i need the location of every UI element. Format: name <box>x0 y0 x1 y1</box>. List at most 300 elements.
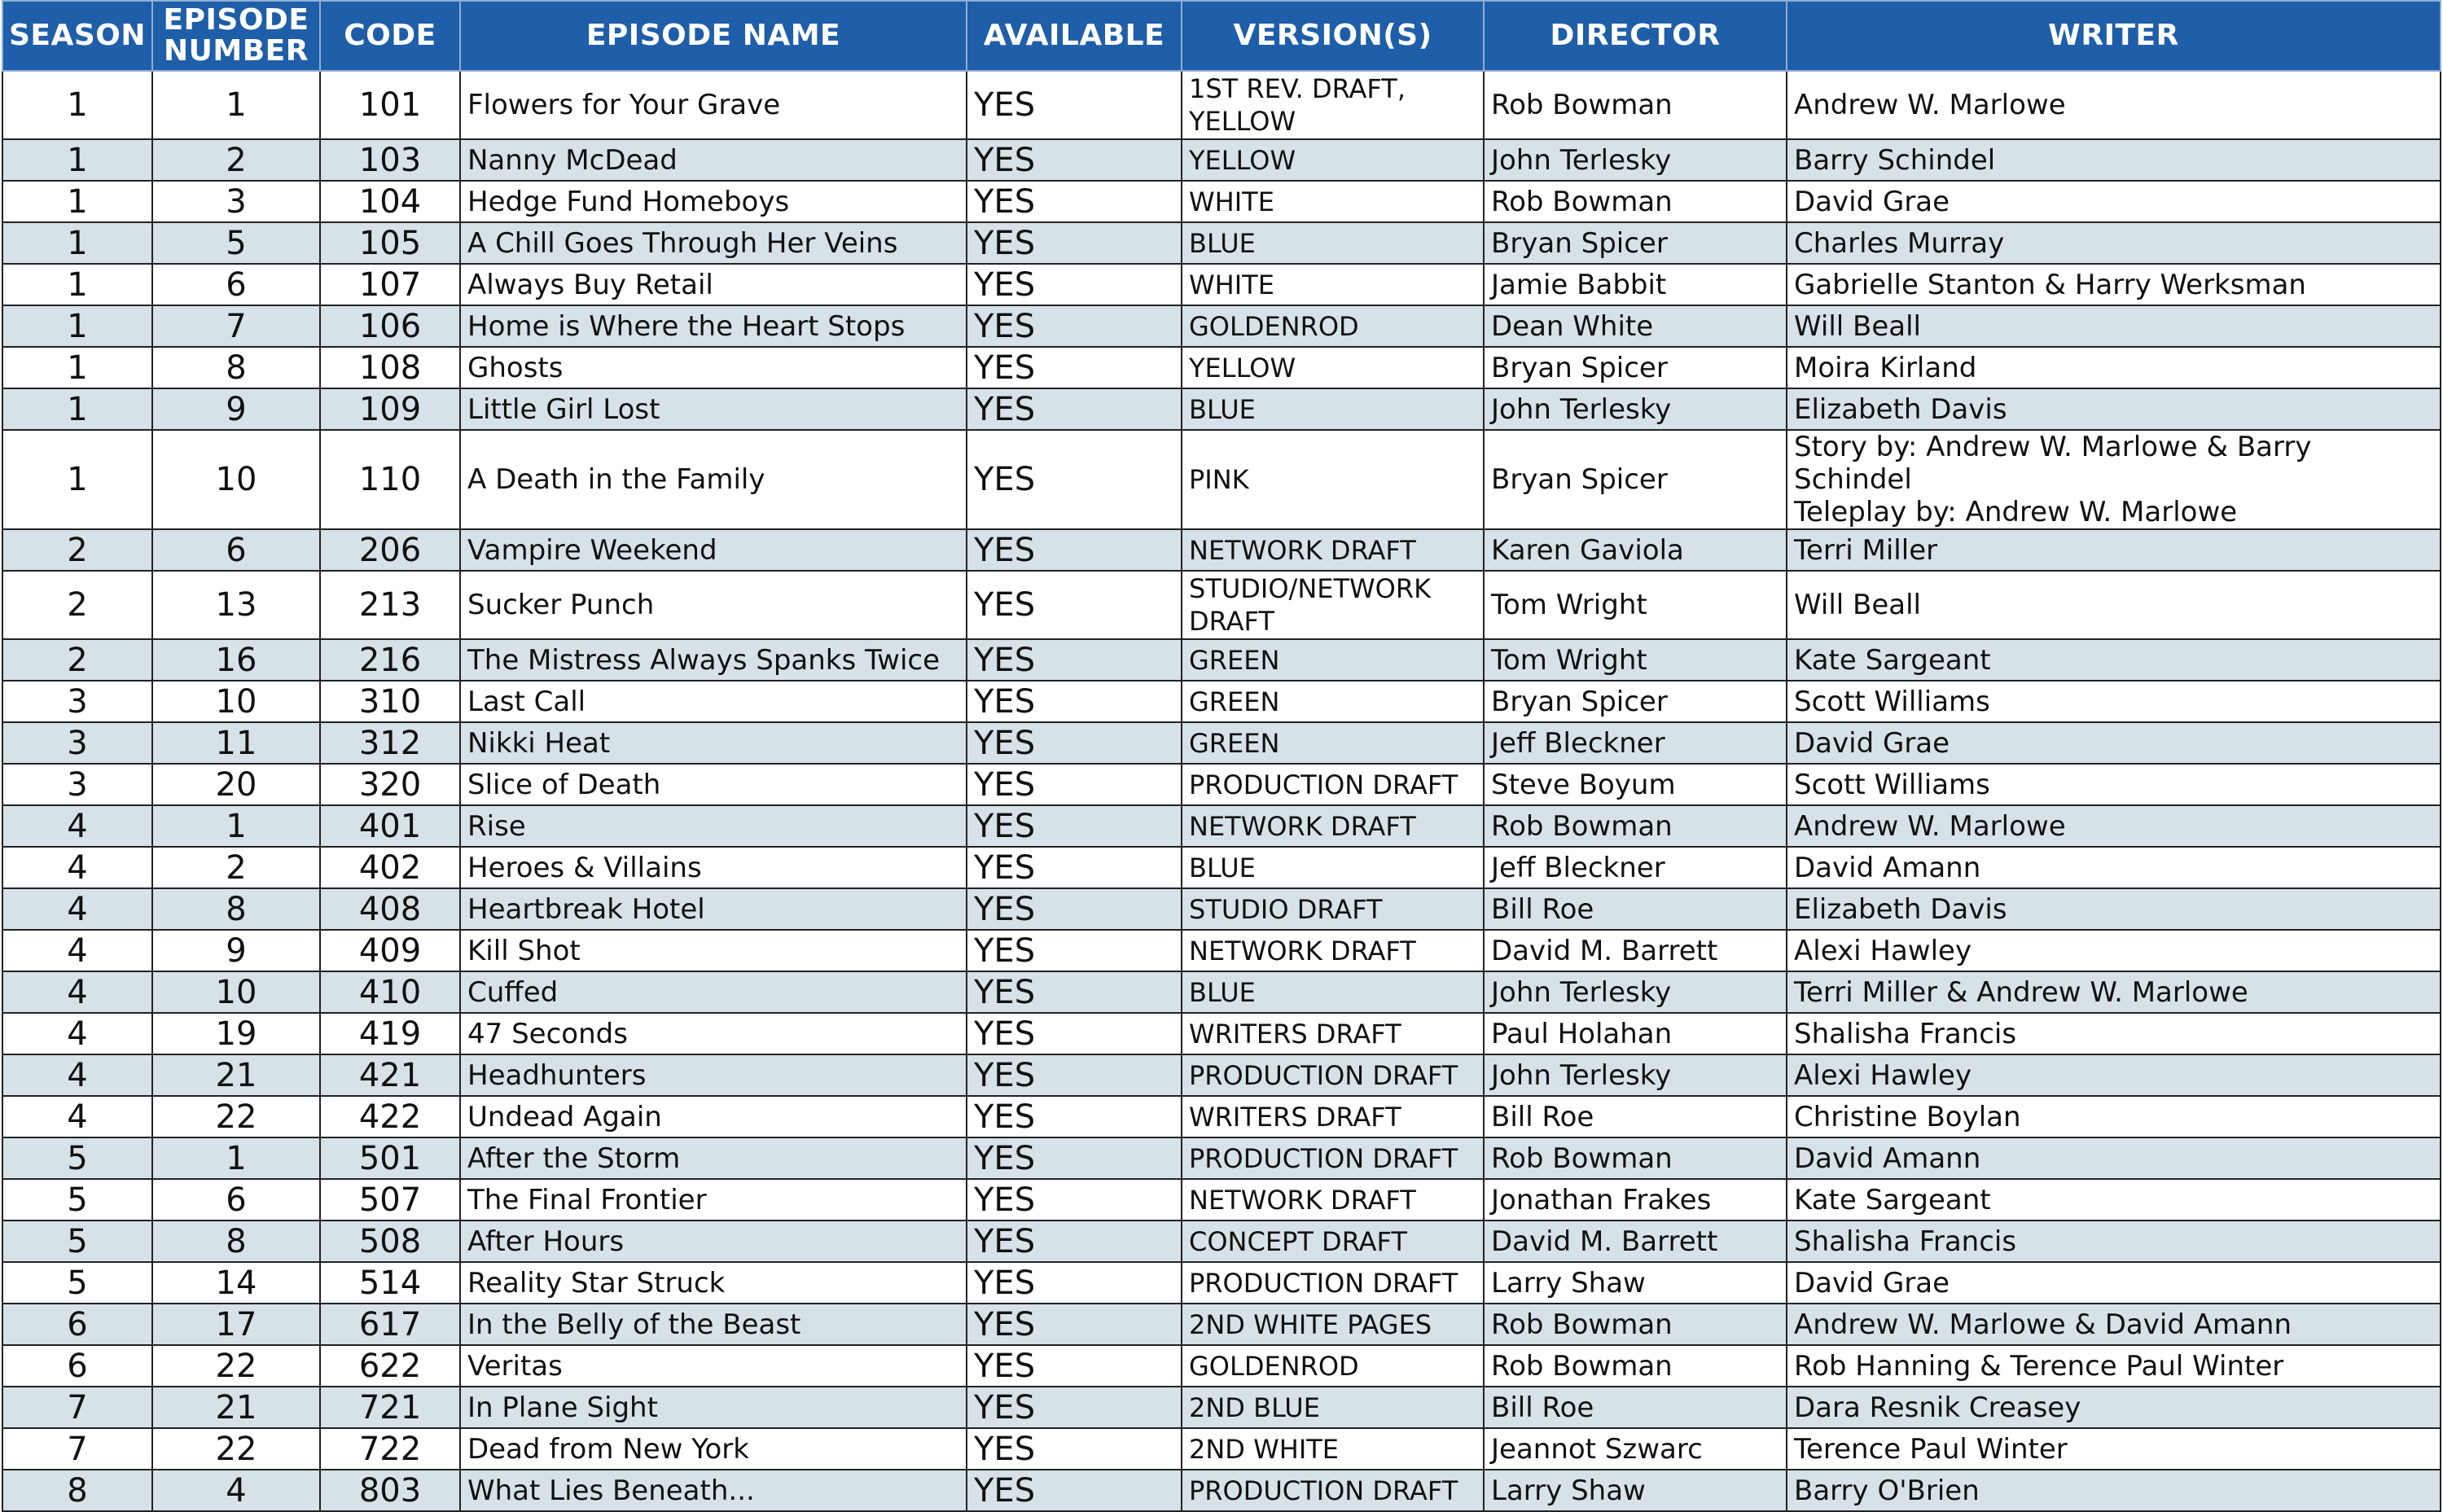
writer-cell[interactable] <box>1787 805 2441 847</box>
episode-number-cell[interactable]: 20 <box>152 764 320 805</box>
table-row[interactable] <box>2 529 2441 571</box>
season-cell[interactable]: 1 <box>2 347 152 388</box>
episode-number-cell[interactable]: 10 <box>152 681 320 722</box>
episode-number-cell[interactable]: 8 <box>152 1221 320 1262</box>
season-cell[interactable]: 7 <box>2 1428 152 1470</box>
episode-number-cell[interactable]: 3 <box>152 181 320 222</box>
season-cell[interactable]: 1 <box>2 181 152 222</box>
episode-name-cell[interactable]: A Death in the Family <box>460 430 967 529</box>
episode-name-cell[interactable]: After the Storm <box>460 1137 967 1179</box>
writer-cell[interactable] <box>1787 347 2441 388</box>
code-cell[interactable]: 107 <box>320 264 460 305</box>
episode-number-cell[interactable]: 4 <box>152 1470 320 1511</box>
table-row[interactable] <box>2 847 2441 888</box>
director-cell[interactable]: Larry Shaw <box>1484 1262 1787 1304</box>
code-cell[interactable]: 409 <box>320 930 460 971</box>
director-cell[interactable]: Jamie Babbit <box>1484 264 1787 305</box>
season-cell[interactable]: 1 <box>2 388 152 430</box>
code-cell[interactable]: 507 <box>320 1179 460 1221</box>
writer-cell[interactable] <box>1787 1470 2441 1511</box>
episode-name-cell[interactable]: Heartbreak Hotel <box>460 888 967 930</box>
episode-number-cell[interactable]: 6 <box>152 264 320 305</box>
table-row[interactable] <box>2 1304 2441 1345</box>
code-cell[interactable]: 320 <box>320 764 460 805</box>
available-cell[interactable]: YES <box>967 1428 1182 1470</box>
available-cell[interactable]: YES <box>967 1470 1182 1511</box>
table-row[interactable] <box>2 1262 2441 1304</box>
episode-name-cell[interactable]: Sucker Punch <box>460 571 967 639</box>
episode-number-cell[interactable]: 1 <box>152 805 320 847</box>
available-cell[interactable]: YES <box>967 971 1182 1013</box>
season-cell[interactable]: 3 <box>2 764 152 805</box>
director-cell[interactable]: Jeannot Szwarc <box>1484 1428 1787 1470</box>
writer-cell[interactable] <box>1787 1179 2441 1221</box>
season-cell[interactable]: 5 <box>2 1262 152 1304</box>
available-cell[interactable]: YES <box>967 639 1182 681</box>
writer-cell[interactable] <box>1787 305 2441 347</box>
episode-number-cell[interactable]: 10 <box>152 971 320 1013</box>
episode-name-cell[interactable]: In Plane Sight <box>460 1387 967 1428</box>
table-row[interactable] <box>2 1096 2441 1137</box>
code-cell[interactable]: 721 <box>320 1387 460 1428</box>
available-cell[interactable]: YES <box>967 1345 1182 1387</box>
writer-cell[interactable] <box>1787 1054 2441 1096</box>
version-cell[interactable] <box>1182 1096 1484 1137</box>
episode-name-cell[interactable]: The Mistress Always Spanks Twice <box>460 639 967 681</box>
table-row[interactable] <box>2 1137 2441 1179</box>
writer-cell-line: Shalisha Francis <box>1794 1225 2017 1258</box>
episode-name-cell[interactable]: Vampire Weekend <box>460 529 967 571</box>
episode-number-cell[interactable]: 6 <box>152 529 320 571</box>
episode-number-cell[interactable]: 1 <box>152 71 320 139</box>
episode-number-cell[interactable]: 2 <box>152 139 320 181</box>
director-cell[interactable]: Jeff Bleckner <box>1484 722 1787 764</box>
available-cell[interactable]: YES <box>967 1054 1182 1096</box>
episode-name-cell[interactable]: The Final Frontier <box>460 1179 967 1221</box>
available-cell[interactable]: YES <box>967 1304 1182 1345</box>
table-row[interactable] <box>2 930 2441 971</box>
version-cell[interactable] <box>1182 139 1484 181</box>
code-cell[interactable]: 216 <box>320 639 460 681</box>
version-cell[interactable] <box>1182 1470 1484 1511</box>
version-cell[interactable] <box>1182 264 1484 305</box>
table-row[interactable] <box>2 1013 2441 1054</box>
episode-name-cell[interactable]: Headhunters <box>460 1054 967 1096</box>
writer-cell[interactable] <box>1787 430 2441 529</box>
director-cell[interactable]: John Terlesky <box>1484 1054 1787 1096</box>
writer-cell[interactable] <box>1787 1221 2441 1262</box>
writer-cell[interactable] <box>1787 1013 2441 1054</box>
director-cell[interactable]: Larry Shaw <box>1484 1470 1787 1511</box>
writer-cell[interactable] <box>1787 764 2441 805</box>
director-cell[interactable]: Bryan Spicer <box>1484 430 1787 529</box>
director-cell[interactable]: Bryan Spicer <box>1484 222 1787 264</box>
episode-number-cell[interactable]: 8 <box>152 888 320 930</box>
version-cell[interactable] <box>1182 1179 1484 1221</box>
writer-cell[interactable] <box>1787 571 2441 639</box>
episode-name-cell[interactable]: Kill Shot <box>460 930 967 971</box>
season-cell[interactable]: 5 <box>2 1137 152 1179</box>
season-cell[interactable]: 5 <box>2 1221 152 1262</box>
version-cell[interactable] <box>1182 181 1484 222</box>
table-row[interactable] <box>2 722 2441 764</box>
code-cell[interactable]: 501 <box>320 1137 460 1179</box>
episode-name-cell[interactable]: Ghosts <box>460 347 967 388</box>
code-cell[interactable]: 408 <box>320 888 460 930</box>
version-cell[interactable] <box>1182 764 1484 805</box>
table-row[interactable] <box>2 1387 2441 1428</box>
code-cell[interactable]: 622 <box>320 1345 460 1387</box>
version-cell[interactable] <box>1182 1054 1484 1096</box>
version-cell[interactable] <box>1182 1387 1484 1428</box>
episode-name-cell[interactable]: What Lies Beneath... <box>460 1470 967 1511</box>
episode-number-cell[interactable]: 22 <box>152 1428 320 1470</box>
episode-number-cell[interactable]: 22 <box>152 1096 320 1137</box>
episode-name-cell[interactable]: In the Belly of the Beast <box>460 1304 967 1345</box>
code-cell[interactable]: 103 <box>320 139 460 181</box>
episode-number-cell[interactable]: 11 <box>152 722 320 764</box>
season-cell[interactable]: 4 <box>2 1096 152 1137</box>
code-cell[interactable]: 109 <box>320 388 460 430</box>
season-cell[interactable]: 2 <box>2 571 152 639</box>
table-row[interactable] <box>2 71 2441 139</box>
season-cell[interactable]: 1 <box>2 222 152 264</box>
table-row[interactable] <box>2 764 2441 805</box>
episode-number-cell[interactable]: 17 <box>152 1304 320 1345</box>
available-cell[interactable]: YES <box>967 722 1182 764</box>
director-cell[interactable]: Bryan Spicer <box>1484 347 1787 388</box>
episode-number-cell[interactable]: 21 <box>152 1387 320 1428</box>
writer-cell[interactable] <box>1787 1304 2441 1345</box>
table-row[interactable] <box>2 571 2441 639</box>
director-cell[interactable]: Paul Holahan <box>1484 1013 1787 1054</box>
director-cell[interactable]: Bill Roe <box>1484 888 1787 930</box>
director-cell[interactable]: Rob Bowman <box>1484 71 1787 139</box>
writer-cell-line: David Amann <box>1794 851 1981 884</box>
director-cell[interactable]: Rob Bowman <box>1484 1137 1787 1179</box>
version-cell[interactable] <box>1182 681 1484 722</box>
director-cell[interactable]: Tom Wright <box>1484 571 1787 639</box>
available-cell[interactable]: YES <box>967 888 1182 930</box>
writer-cell[interactable] <box>1787 930 2441 971</box>
table-row[interactable] <box>2 347 2441 388</box>
writer-cell[interactable] <box>1787 139 2441 181</box>
version-cell[interactable] <box>1182 71 1484 139</box>
episode-number-cell[interactable]: 2 <box>152 847 320 888</box>
episode-number-cell[interactable]: 5 <box>152 222 320 264</box>
season-cell[interactable]: 4 <box>2 847 152 888</box>
director-cell[interactable]: John Terlesky <box>1484 388 1787 430</box>
episode-number-cell[interactable]: 10 <box>152 430 320 529</box>
available-cell[interactable]: YES <box>967 347 1182 388</box>
version-cell[interactable] <box>1182 388 1484 430</box>
season-cell[interactable]: 1 <box>2 264 152 305</box>
writer-cell[interactable] <box>1787 181 2441 222</box>
episode-number-cell[interactable]: 1 <box>152 1137 320 1179</box>
director-cell[interactable]: Rob Bowman <box>1484 1304 1787 1345</box>
director-cell[interactable]: Tom Wright <box>1484 639 1787 681</box>
version-cell[interactable] <box>1182 1013 1484 1054</box>
writer-cell-line: Gabrielle Stanton & Harry Werksman <box>1794 268 2306 301</box>
available-cell[interactable]: YES <box>967 264 1182 305</box>
version-cell[interactable] <box>1182 347 1484 388</box>
table-row[interactable] <box>2 139 2441 181</box>
season-cell[interactable]: 7 <box>2 1387 152 1428</box>
table-row[interactable] <box>2 430 2441 529</box>
available-cell[interactable]: YES <box>967 305 1182 347</box>
episode-number-cell[interactable]: 16 <box>152 639 320 681</box>
header-code[interactable]: CODE <box>320 1 460 71</box>
table-row[interactable] <box>2 1179 2441 1221</box>
director-cell[interactable]: Rob Bowman <box>1484 181 1787 222</box>
episode-name-cell[interactable]: Flowers for Your Grave <box>460 71 967 139</box>
season-cell[interactable]: 8 <box>2 1470 152 1511</box>
code-cell[interactable]: 105 <box>320 222 460 264</box>
season-cell[interactable]: 1 <box>2 139 152 181</box>
header-season[interactable]: SEASON <box>2 1 152 71</box>
episode-name-cell[interactable]: Reality Star Struck <box>460 1262 967 1304</box>
code-cell[interactable]: 419 <box>320 1013 460 1054</box>
season-cell[interactable]: 3 <box>2 681 152 722</box>
version-cell[interactable] <box>1182 805 1484 847</box>
code-cell[interactable]: 106 <box>320 305 460 347</box>
available-cell[interactable]: YES <box>967 388 1182 430</box>
writer-cell[interactable] <box>1787 1137 2441 1179</box>
writer-cell[interactable] <box>1787 264 2441 305</box>
writer-cell[interactable] <box>1787 529 2441 571</box>
director-cell[interactable]: Dean White <box>1484 305 1787 347</box>
code-cell[interactable]: 401 <box>320 805 460 847</box>
writer-cell[interactable] <box>1787 971 2441 1013</box>
episode-name-cell[interactable]: 47 Seconds <box>460 1013 967 1054</box>
episode-name-cell[interactable]: Veritas <box>460 1345 967 1387</box>
season-cell[interactable]: 2 <box>2 639 152 681</box>
table-row[interactable] <box>2 888 2441 930</box>
version-cell[interactable] <box>1182 847 1484 888</box>
director-cell[interactable]: Jonathan Frakes <box>1484 1179 1787 1221</box>
episode-number-cell[interactable]: 9 <box>152 930 320 971</box>
available-cell[interactable]: YES <box>967 222 1182 264</box>
director-cell[interactable]: John Terlesky <box>1484 139 1787 181</box>
table-row[interactable] <box>2 388 2441 430</box>
code-cell[interactable]: 421 <box>320 1054 460 1096</box>
episode-number-cell[interactable]: 13 <box>152 571 320 639</box>
director-cell[interactable]: Rob Bowman <box>1484 805 1787 847</box>
director-cell[interactable]: Jeff Bleckner <box>1484 847 1787 888</box>
episode-number-cell[interactable]: 9 <box>152 388 320 430</box>
code-cell[interactable]: 617 <box>320 1304 460 1345</box>
season-cell[interactable]: 6 <box>2 1345 152 1387</box>
available-cell[interactable]: YES <box>967 1262 1182 1304</box>
episode-name-cell[interactable]: Rise <box>460 805 967 847</box>
code-cell[interactable]: 410 <box>320 971 460 1013</box>
writer-cell[interactable] <box>1787 222 2441 264</box>
episode-name-cell[interactable]: Always Buy Retail <box>460 264 967 305</box>
episode-name-cell[interactable]: Last Call <box>460 681 967 722</box>
available-cell[interactable]: YES <box>967 1179 1182 1221</box>
code-cell[interactable]: 514 <box>320 1262 460 1304</box>
episode-name-cell[interactable]: Undead Again <box>460 1096 967 1137</box>
season-cell[interactable]: 4 <box>2 888 152 930</box>
writer-cell[interactable] <box>1787 1387 2441 1428</box>
available-cell[interactable]: YES <box>967 571 1182 639</box>
header-available[interactable]: AVAILABLE <box>967 1 1182 71</box>
available-cell[interactable]: YES <box>967 805 1182 847</box>
version-cell[interactable] <box>1182 529 1484 571</box>
available-cell[interactable]: YES <box>967 1387 1182 1428</box>
code-cell[interactable]: 101 <box>320 71 460 139</box>
episode-name-cell[interactable]: Cuffed <box>460 971 967 1013</box>
available-cell[interactable]: YES <box>967 930 1182 971</box>
table-row[interactable] <box>2 1221 2441 1262</box>
available-cell[interactable]: YES <box>967 1221 1182 1262</box>
episode-name-cell[interactable]: Slice of Death <box>460 764 967 805</box>
director-cell[interactable]: Bill Roe <box>1484 1387 1787 1428</box>
episode-name-cell[interactable]: Heroes & Villains <box>460 847 967 888</box>
season-cell[interactable]: 1 <box>2 305 152 347</box>
director-cell[interactable]: Rob Bowman <box>1484 1345 1787 1387</box>
season-cell[interactable]: 5 <box>2 1179 152 1221</box>
writer-cell[interactable] <box>1787 639 2441 681</box>
version-cell[interactable] <box>1182 430 1484 529</box>
available-cell[interactable]: YES <box>967 1096 1182 1137</box>
season-cell[interactable]: 6 <box>2 1304 152 1345</box>
code-cell[interactable]: 108 <box>320 347 460 388</box>
table-row[interactable] <box>2 1054 2441 1096</box>
code-cell[interactable]: 206 <box>320 529 460 571</box>
writer-cell[interactable] <box>1787 1262 2441 1304</box>
version-cell[interactable] <box>1182 722 1484 764</box>
code-cell[interactable]: 213 <box>320 571 460 639</box>
episode-number-cell[interactable]: 8 <box>152 347 320 388</box>
table-row[interactable] <box>2 805 2441 847</box>
version-cell[interactable] <box>1182 1428 1484 1470</box>
episode-name-cell[interactable]: After Hours <box>460 1221 967 1262</box>
writer-cell[interactable] <box>1787 388 2441 430</box>
code-cell[interactable]: 104 <box>320 181 460 222</box>
table-row[interactable] <box>2 264 2441 305</box>
episode-name-cell[interactable]: Home is Where the Heart Stops <box>460 305 967 347</box>
version-cell[interactable] <box>1182 1304 1484 1345</box>
code-cell[interactable]: 310 <box>320 681 460 722</box>
director-cell[interactable]: David M. Barrett <box>1484 1221 1787 1262</box>
available-cell[interactable]: YES <box>967 529 1182 571</box>
season-cell[interactable]: 1 <box>2 71 152 139</box>
director-cell[interactable]: John Terlesky <box>1484 971 1787 1013</box>
episode-name-cell[interactable]: Dead from New York <box>460 1428 967 1470</box>
code-cell[interactable]: 722 <box>320 1428 460 1470</box>
writer-cell[interactable] <box>1787 722 2441 764</box>
available-cell[interactable]: YES <box>967 764 1182 805</box>
table-row[interactable] <box>2 681 2441 722</box>
version-cell[interactable] <box>1182 1137 1484 1179</box>
version-cell[interactable] <box>1182 222 1484 264</box>
table-row[interactable] <box>2 181 2441 222</box>
version-cell[interactable] <box>1182 1262 1484 1304</box>
writer-cell[interactable] <box>1787 1096 2441 1137</box>
director-cell[interactable]: Karen Gaviola <box>1484 529 1787 571</box>
code-cell[interactable]: 312 <box>320 722 460 764</box>
version-cell[interactable] <box>1182 1345 1484 1387</box>
episode-name-cell[interactable]: Hedge Fund Homeboys <box>460 181 967 222</box>
episode-name-cell[interactable]: A Chill Goes Through Her Veins <box>460 222 967 264</box>
season-cell[interactable]: 4 <box>2 1054 152 1096</box>
version-cell-line: WRITERS DRAFT <box>1189 1101 1401 1133</box>
available-cell[interactable]: YES <box>967 139 1182 181</box>
writer-cell[interactable] <box>1787 847 2441 888</box>
header-writer[interactable]: WRITER <box>1787 1 2441 71</box>
episode-number-cell[interactable]: 19 <box>152 1013 320 1054</box>
episode-number-cell[interactable]: 14 <box>152 1262 320 1304</box>
available-cell[interactable]: YES <box>967 1013 1182 1054</box>
season-cell[interactable]: 3 <box>2 722 152 764</box>
director-cell[interactable]: Bill Roe <box>1484 1096 1787 1137</box>
available-cell[interactable]: YES <box>967 181 1182 222</box>
season-cell[interactable]: 4 <box>2 1013 152 1054</box>
version-cell[interactable] <box>1182 971 1484 1013</box>
writer-cell[interactable] <box>1787 1428 2441 1470</box>
writer-cell[interactable] <box>1787 71 2441 139</box>
table-row[interactable] <box>2 971 2441 1013</box>
writer-cell[interactable] <box>1787 681 2441 722</box>
available-cell[interactable]: YES <box>967 71 1182 139</box>
version-cell[interactable] <box>1182 888 1484 930</box>
table-row[interactable] <box>2 305 2441 347</box>
episode-number-cell[interactable]: 22 <box>152 1345 320 1387</box>
writer-cell[interactable] <box>1787 1345 2441 1387</box>
version-cell[interactable] <box>1182 639 1484 681</box>
available-cell[interactable]: YES <box>967 681 1182 722</box>
available-cell[interactable]: YES <box>967 1137 1182 1179</box>
code-cell[interactable]: 402 <box>320 847 460 888</box>
version-cell[interactable] <box>1182 571 1484 639</box>
header-versions[interactable]: VERSION(S) <box>1182 1 1484 71</box>
season-cell[interactable]: 1 <box>2 430 152 529</box>
code-cell[interactable]: 508 <box>320 1221 460 1262</box>
season-cell[interactable]: 2 <box>2 529 152 571</box>
episode-number-cell[interactable]: 6 <box>152 1179 320 1221</box>
available-cell[interactable]: YES <box>967 847 1182 888</box>
header-episode-number[interactable] <box>152 1 320 71</box>
episode-name-cell[interactable]: Nanny McDead <box>460 139 967 181</box>
version-cell[interactable] <box>1182 305 1484 347</box>
director-cell[interactable]: Steve Boyum <box>1484 764 1787 805</box>
table-row[interactable] <box>2 222 2441 264</box>
table-row[interactable] <box>2 639 2441 681</box>
director-cell[interactable]: Bryan Spicer <box>1484 681 1787 722</box>
table-row[interactable] <box>2 1428 2441 1470</box>
season-cell[interactable]: 4 <box>2 971 152 1013</box>
season-cell[interactable]: 4 <box>2 805 152 847</box>
season-cell[interactable]: 4 <box>2 930 152 971</box>
table-row[interactable] <box>2 1470 2441 1511</box>
version-cell[interactable] <box>1182 930 1484 971</box>
available-cell[interactable]: YES <box>967 430 1182 529</box>
code-cell[interactable]: 110 <box>320 430 460 529</box>
director-cell[interactable]: David M. Barrett <box>1484 930 1787 971</box>
code-cell[interactable]: 422 <box>320 1096 460 1137</box>
version-cell[interactable] <box>1182 1221 1484 1262</box>
episode-number-cell[interactable]: 7 <box>152 305 320 347</box>
episode-name-cell[interactable]: Nikki Heat <box>460 722 967 764</box>
table-row[interactable] <box>2 1345 2441 1387</box>
episode-name-cell[interactable]: Little Girl Lost <box>460 388 967 430</box>
header-director[interactable]: DIRECTOR <box>1484 1 1787 71</box>
header-episode-name[interactable]: EPISODE NAME <box>460 1 967 71</box>
episode-number-cell[interactable]: 21 <box>152 1054 320 1096</box>
writer-cell[interactable] <box>1787 888 2441 930</box>
code-cell[interactable]: 803 <box>320 1470 460 1511</box>
